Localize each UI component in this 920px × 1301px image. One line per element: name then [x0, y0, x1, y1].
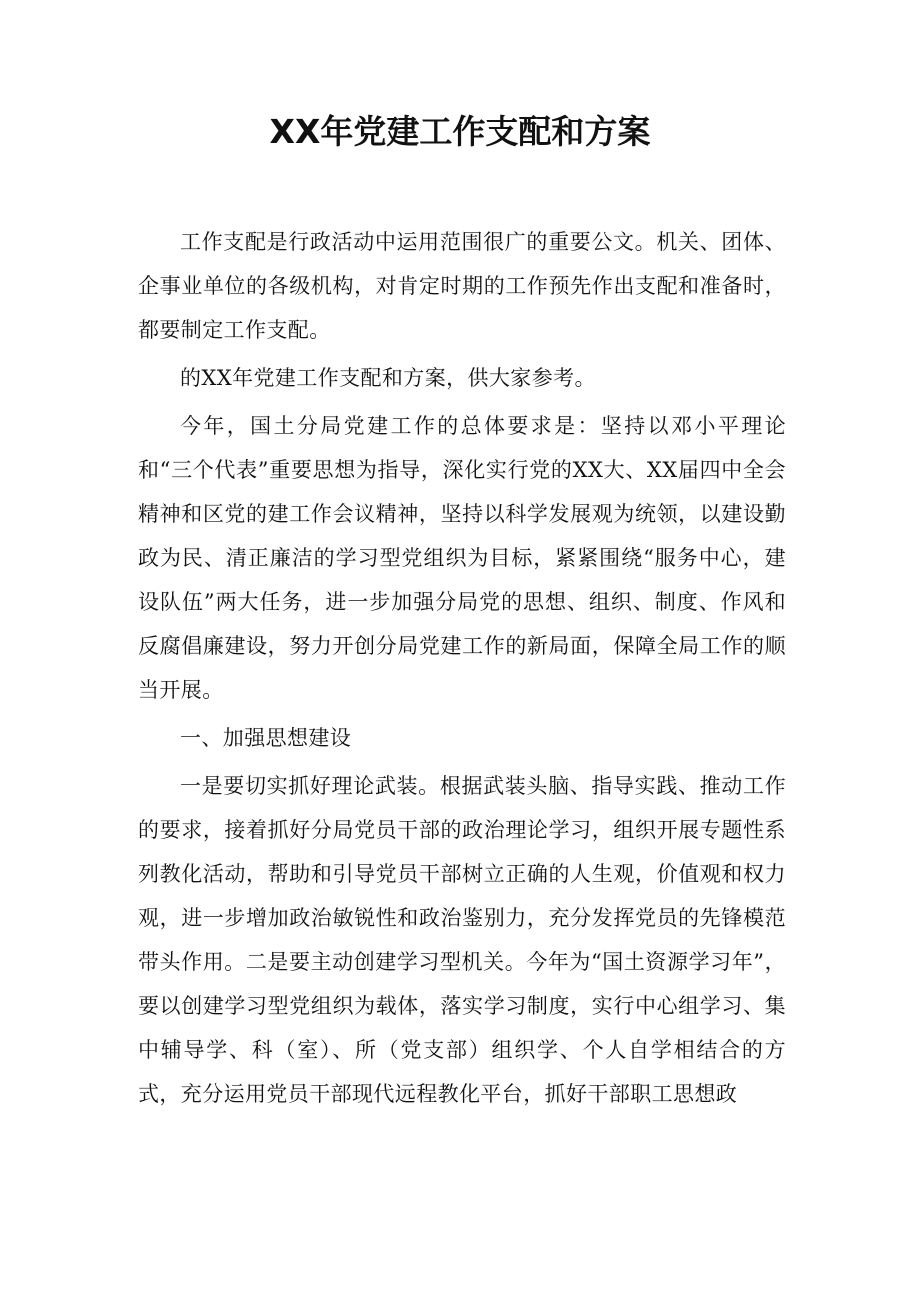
paragraph-reference: 的XX年党建工作支配和方案，供大家参考。	[180, 366, 596, 390]
document-title: XX年党建工作支配和方案	[269, 112, 651, 151]
paragraph-overall-requirements: 今年，国土分局党建工作的总体要求是：坚持以邓小平理论和“三个代表”重要思想为指导，深化实行党的XX大、XX届四中全会精神和区党的建工作会议精神，坚持以科学发展观为统领，以建设勤政为民、清正廉洁的学习型党组织为目标，紧紧围绕“服务中心，建设队伍”两大任务，进一步加强分局党的思想、组织、制度、作风和反腐倡廉建设，努力开创分局党建工作的新局面，保障全局工作的顺当开展。	[138, 414, 786, 702]
document-body	[138, 220, 786, 1116]
paragraph-intro: 工作支配是行政活动中运用范围很广的重要公文。机关、团体、企事业单位的各级机构，对肯定时期的工作预先作出支配和准备时，都要制定工作支配。	[138, 230, 786, 342]
paragraph-theory-study: 一是要切实抓好理论武装。根据武装头脑、指导实践、推动工作的要求，接着抓好分局党员干部的政治理论学习，组织开展专题性系列教化活动，帮助和引导党员干部树立正确的人生观，价值观和权力观，进一步增加政治敏锐性和政治鉴别力，充分发挥党员的先锋模范带头作用。二是要主动创建学习型机关。今年为“国土资源学习年”，要以创建学习型党组织为载体，落实学习制度，实行中心组学习、集中辅导学、科（室）、所（党支部）组织学、个人自学相结合的方式，充分运用党员干部现代远程教化平台，抓好干部职工思想政	[138, 774, 786, 1106]
section-heading-ideology: 一、加强思想建设	[180, 726, 352, 750]
